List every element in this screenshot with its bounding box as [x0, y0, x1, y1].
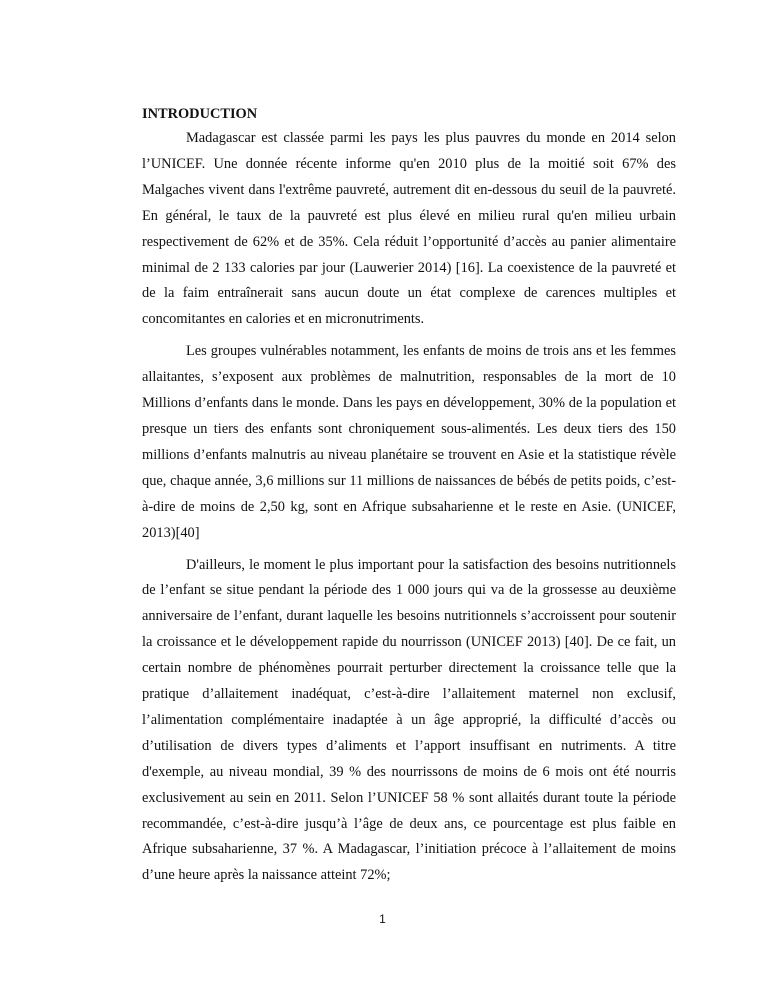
paragraph-vulnerable-groups: Les groupes vulnérables notamment, les enfants de moins de trois ans et les femmes allaitantes, s’exposent aux problèmes de malnutrition, responsables de la mort de 10 Millions d’enfants dans le monde. Dans les pays en développement, 30% de la population et presque un tiers des enfants sont chroniquement sous-alimentés. Les deux tiers des 150 millions d’enfants malnutris au niveau planétaire se trouvent en Asie et la statistique révèle que, chaque année, 3,6 millions sur 11 millions de naissances de bébés de petits poids, c’est-à-dire de moins de 2,50 kg, sont en Afrique subsaharienne et le reste en Asie. (UNICEF, 2013)[40]: [142, 343, 676, 541]
page-content: [142, 104, 676, 889]
paragraph-first-1000-days: D'ailleurs, le moment le plus important pour la satisfaction des besoins nutritionnels de l’enfant se situe pendant la période des 1 000 jours qui va de la grossesse au deuxième anniversaire de l’enfant, durant laquelle les besoins nutritionnels s’accroissent pour soutenir la croissance et le développement rapide du nourrisson (UNICEF 2013) [40]. De ce fait, un certain nombre de phénomènes pourrait perturber directement la croissance telle que la pratique d’allaitement inadéquat, c’est-à-dire l’allaitement maternel non exclusif, l’alimentation complémentaire inadaptée à un âge approprié, la difficulté d’accès ou d’utilisation de divers types d’aliments et l’apport insuffisant en nutriments. A titre d'exemple, au niveau mondial, 39 % des nourrissons de moins de 6 mois ont été nourris exclusivement au sein en 2011. Selon l’UNICEF 58 % sont allaités durant toute la période recommandée, c’est-à-dire jusqu’à l’âge de deux ans, ce pourcentage est plus faible en Afrique subsaharienne, 37 %. A Madagascar, l’initiation précoce à l’allaitement de moins d’une heure après la naissance atteint 72%;: [142, 556, 676, 884]
paragraph-poverty: Madagascar est classée parmi les pays les plus pauvres du monde en 2014 selon l’UNICEF. Une donnée récente informe qu'en 2010 plus de la moitié soit 67% des Malgaches vivent dans l'extrême pauvreté, autrement dit en-dessous du seuil de la pauvreté. En général, le taux de la pauvreté est plus élevé en milieu rural qu'en milieu urbain respectivement de 62% et de 35%. Cela réduit l’opportunité d’accès au panier alimentaire minimal de 2 133 calories par jour (Lauwerier 2014) [16]. La coexistence de la pauvreté et de la faim entraînerait sans aucun doute un état complexe de carences multiples et concomitantes en calories et en micronutriments.: [142, 130, 676, 328]
page-number: 1: [379, 912, 386, 926]
section-heading: INTRODUCTION: [142, 106, 258, 122]
